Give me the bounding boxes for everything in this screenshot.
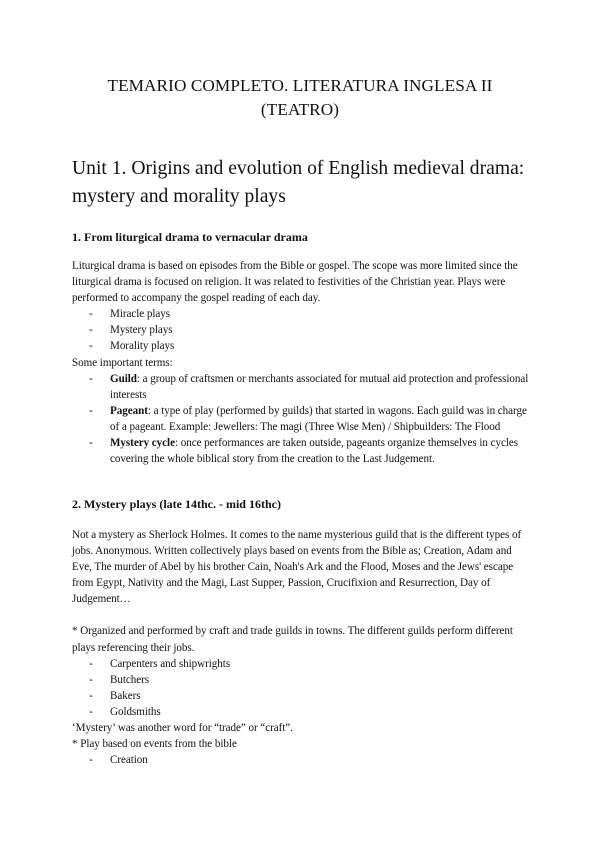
term-name: Mystery cycle <box>110 437 175 450</box>
term-name: Guild <box>110 372 137 385</box>
document-title <box>40 74 560 122</box>
unit-heading: Unit 1. Origins and evolution of English medieval drama: mystery and morality plays <box>72 158 525 207</box>
bible-note: * Play based on events from the bible <box>72 738 237 751</box>
list-item: - Mystery plays <box>72 322 530 338</box>
title-line-1: TEMARIO COMPLETO. LITERATURA INGLESA II <box>107 76 493 95</box>
list-item: - Creation <box>72 752 530 768</box>
paragraph-spacer <box>72 607 530 623</box>
term-definition: : once performances are taken outside, pageants organize themselves in cycles covering the whole biblical story from the creation to the Last Judgement. <box>110 437 519 466</box>
terms-list <box>72 371 530 468</box>
mystery-word-note: ‘Mystery’ was another word for “trade” or “craft”. <box>72 722 293 735</box>
list-item: - Carpenters and shipwrights <box>72 656 530 672</box>
term-definition: : a group of craftsmen or merchants associated for mutual aid protection and professional interests <box>110 372 529 401</box>
term-item <box>72 403 530 435</box>
guilds-list <box>72 656 530 720</box>
play-types-list <box>72 306 530 354</box>
section-1-heading: 1. From liturgical drama to vernacular drama <box>72 230 308 244</box>
guilds-note: * Organized and performed by craft and trade guilds in towns. The different guilds perform different plays referencing their jobs. <box>72 625 513 654</box>
term-item <box>72 371 530 403</box>
term-name: Pageant <box>110 404 148 417</box>
bible-events-list <box>72 752 530 768</box>
section-2-body <box>72 527 530 768</box>
term-definition: : a type of play (performed by guilds) that started in wagons. Each guild was in charge of a pageant. Example: Jewellers: The magi (Three Wise Men) / Shipbuilders: The Flood <box>110 404 527 433</box>
section-2-paragraph: Not a mystery as Sherlock Holmes. It comes to the name mysterious guild that is the different types of jobs. Anonymous. Written collectively plays based on events from the Bible as; Creation, Adam and Eve, The murder of Abel by his brother Cain, Noah's Ark and the Flood, Moses and the Jews' escape from Egypt, Nativity and the Magi, Last Supper, Passion, Crucifixion and Resurrection, Day of Judgement… <box>72 529 522 606</box>
list-item: - Butchers <box>72 672 530 688</box>
section-1-paragraph: Liturgical drama is based on episodes from the Bible or gospel. The scope was more limited since the liturgical drama is focused on religion. It was related to festivities of the Christian year. Plays were performed to accompany the gospel reading of each day. <box>72 260 518 305</box>
list-item: - Morality plays <box>72 338 530 354</box>
list-item: - Goldsmiths <box>72 704 530 720</box>
list-item: - Miracle plays <box>72 306 530 322</box>
title-line-2: (TEATRO) <box>260 100 340 119</box>
section-2-heading: 2. Mystery plays (late 14thc. - mid 16thc) <box>72 497 281 511</box>
list-item: - Bakers <box>72 688 530 704</box>
term-item <box>72 435 530 467</box>
terms-intro: Some important terms: <box>72 356 173 369</box>
section-1-body <box>72 258 530 467</box>
